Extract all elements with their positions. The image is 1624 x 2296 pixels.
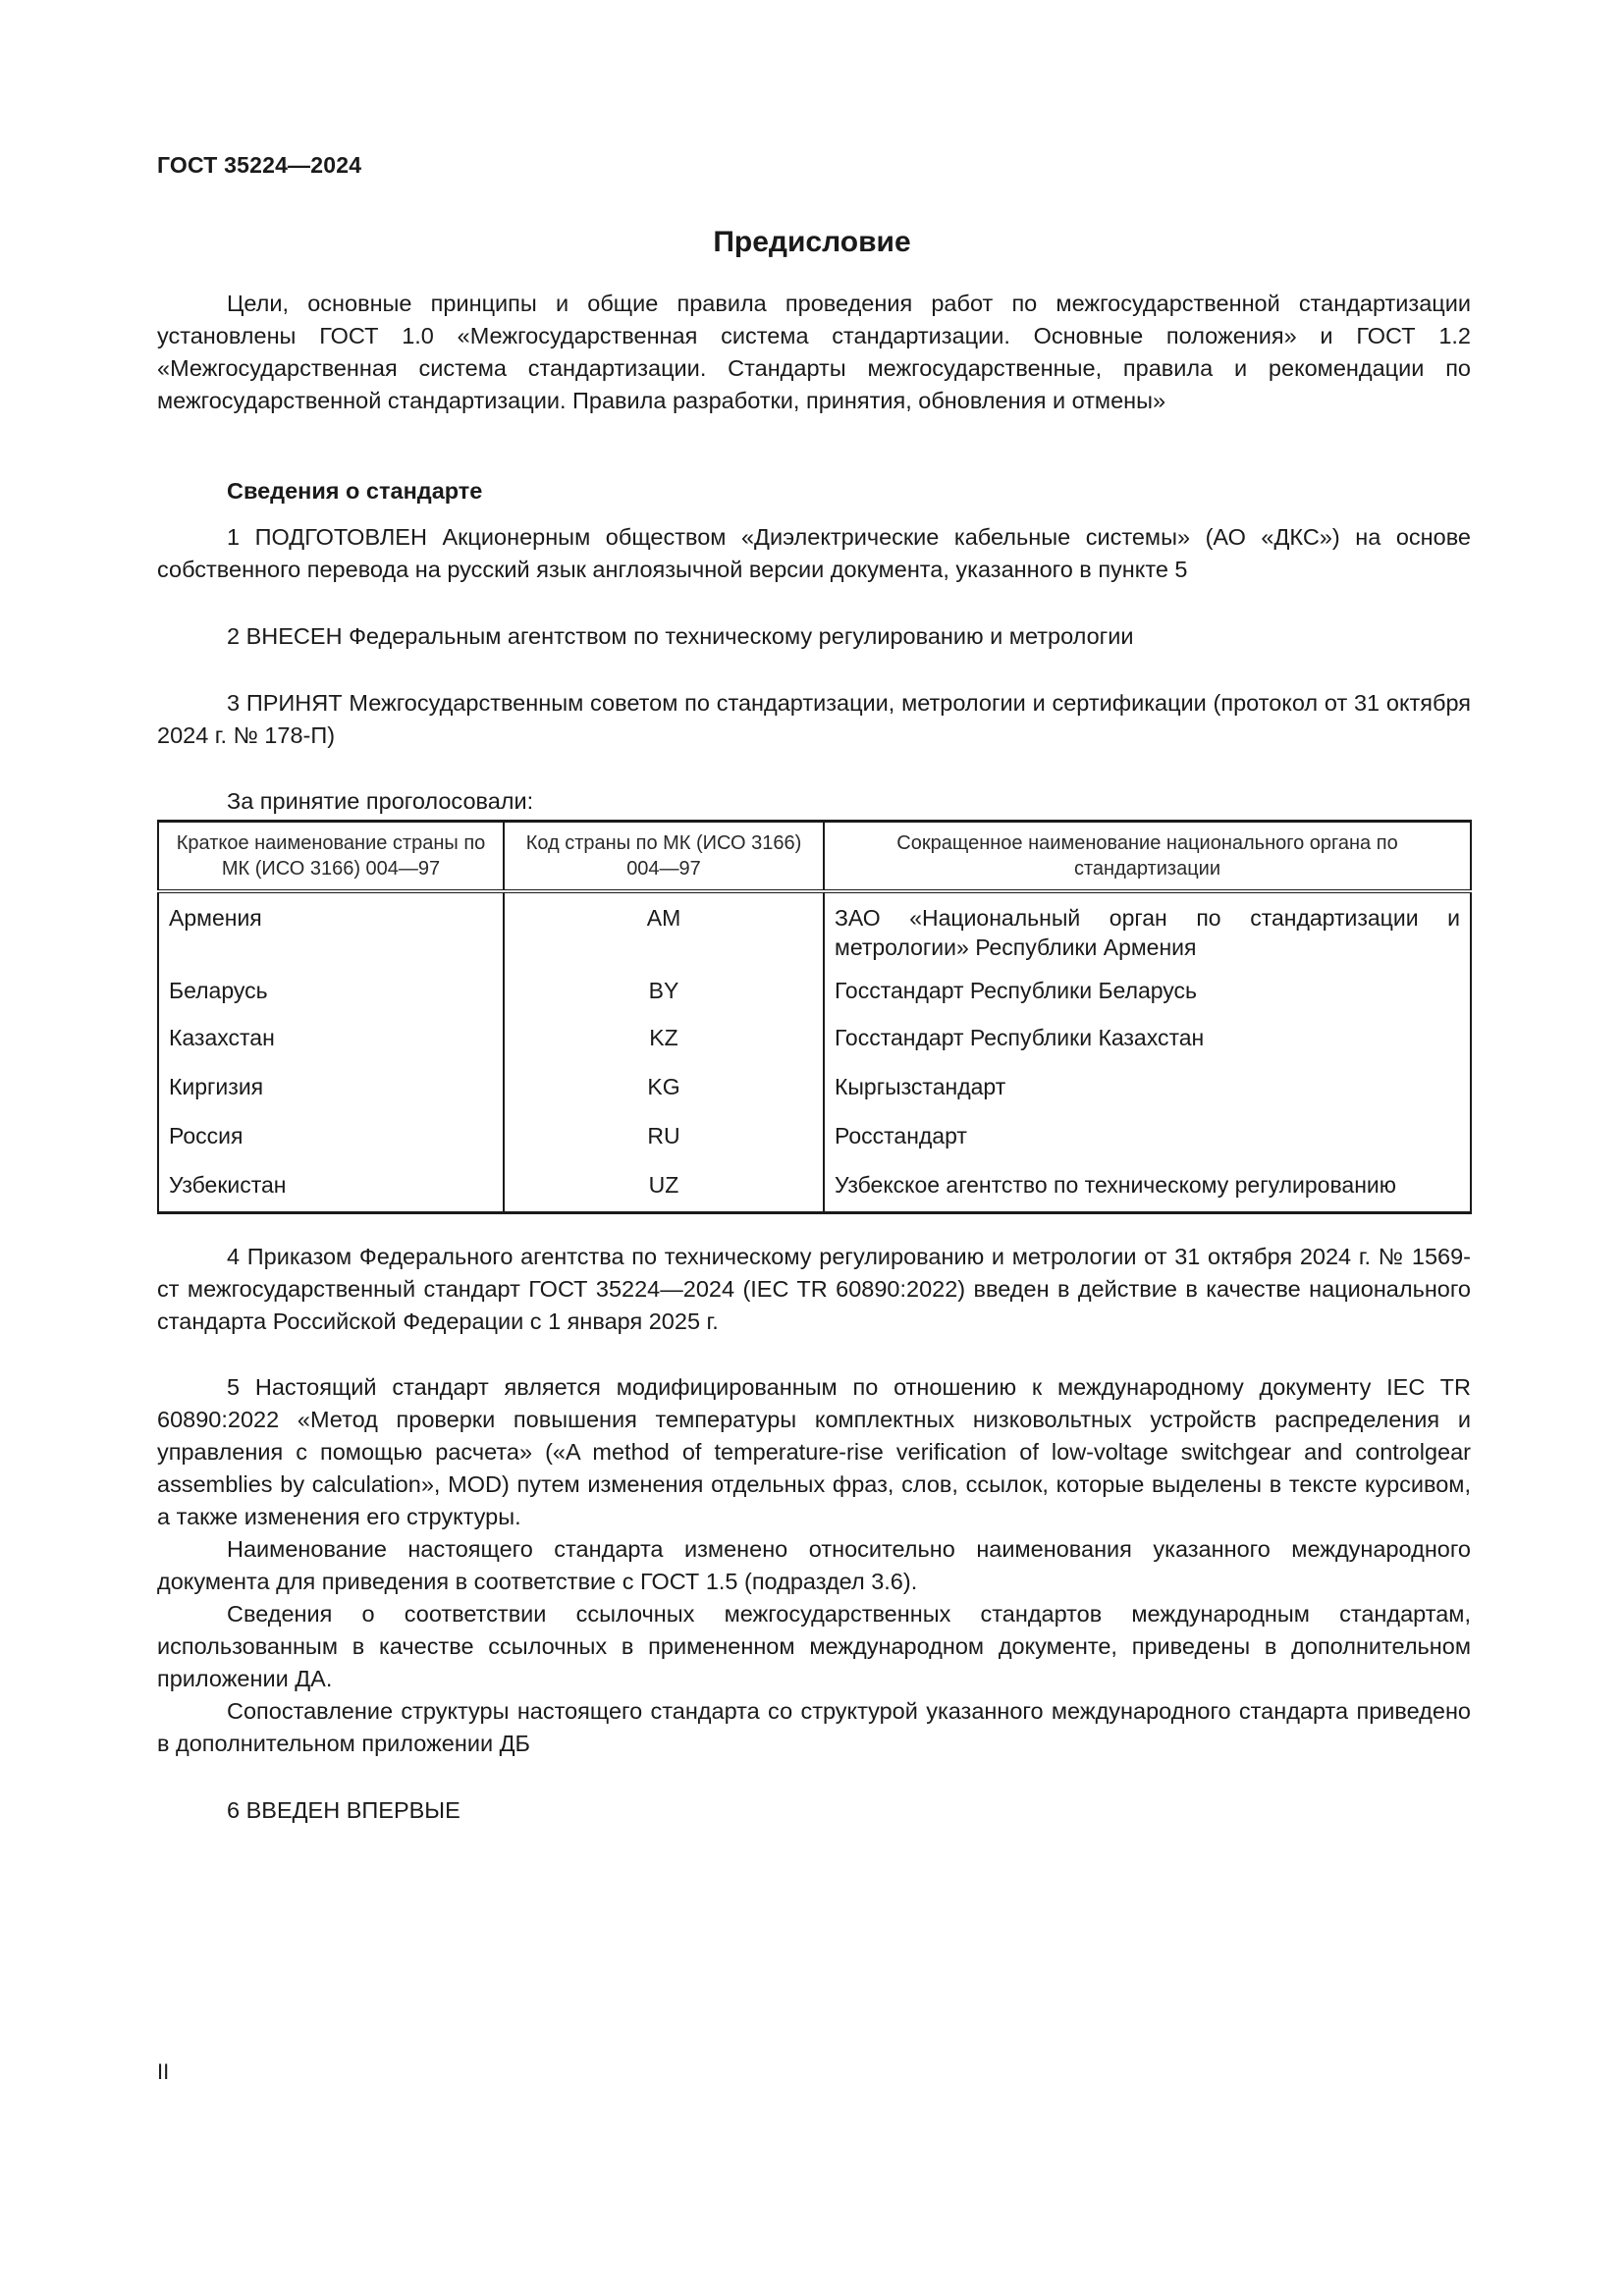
table-row (158, 972, 1471, 1021)
cell-body: Росстандарт (824, 1119, 1471, 1168)
cell-country: Казахстан (158, 1021, 504, 1070)
cell-country: Россия (158, 1119, 504, 1168)
cell-code: UZ (504, 1168, 824, 1213)
item-3-adopted: 3 ПРИНЯТ Межгосударственным советом по стандартизации, метрологии и сертификации (протокол от 31 октября 2024 г. № 178-П) (157, 690, 1471, 748)
cell-country: Беларусь (158, 972, 504, 1021)
table-row (158, 1168, 1471, 1213)
item-2-introduced: 2 ВНЕСЕН Федеральным агентством по техническому регулированию и метрологии (227, 623, 1134, 649)
intro-paragraph: Цели, основные принципы и общие правила проведения работ по межгосударственной стандартизации установлены ГОСТ 1.0 «Межгосударственная система стандартизации. Основные положения» и ГОСТ 1.2 «Межгосударственная система стандартизации. Стандарты межгосударственные, правила и рекомендации по межгосударственной стандартизации. Правила разработки, принятия, обновления и отмены» (157, 291, 1471, 413)
cell-country: Армения (158, 891, 504, 972)
header-country-name: Краткое наименование страны по МК (ИСО 3166) 004—97 (158, 822, 504, 892)
table-header-row (158, 822, 1471, 892)
cell-code: KG (504, 1070, 824, 1119)
cell-body: Госстандарт Республики Казахстан (824, 1021, 1471, 1070)
item-1-prepared: 1 ПОДГОТОВЛЕН Акционерным обществом «Диэлектрические кабельные системы» (АО «ДКС») на основе собственного перевода на русский язык англоязычной версии документа, указанного в пункте 5 (157, 524, 1471, 582)
item-4-order: 4 Приказом Федерального агентства по техническому регулированию и метрологии от 31 октября 2024 г. № 1569-ст межгосударственный стандарт ГОСТ 35224—2024 (IEC TR 60890:2022) введен в действие в качестве национального стандарта Российской Федерации с 1 января 2025 г. (157, 1244, 1471, 1334)
item-5-modified: 5 Настоящий стандарт является модифицированным по отношению к международному документу IEC TR 60890:2022 «Метод проверки повышения температуры комплектных низковольтных устройств распределения и управления с помощью расчета» («A method of temperature-rise verification of low-voltage switchgear and controlgear assemblies by calculation», MOD) путем изменения отдельных фраз, слов, ссылок, которые выделены в тексте курсивом, а также изменения его структуры. (157, 1374, 1471, 1529)
item-6-first-introduced: 6 ВВЕДЕН ВПЕРВЫЕ (227, 1797, 460, 1823)
votes-table (157, 820, 1472, 1214)
cell-body: Узбекское агентство по техническому регулированию (824, 1168, 1471, 1213)
table-row (158, 1070, 1471, 1119)
page-number: II (157, 2059, 170, 2084)
cell-body: Кыргызстандарт (824, 1070, 1471, 1119)
cell-code: RU (504, 1119, 824, 1168)
header-national-body: Сокращенное наименование национального органа по стандартизации (824, 822, 1471, 892)
item-5-structure-note: Сопоставление структуры настоящего стандарта со структурой указанного международного стандарта приведено в дополнительном приложении ДБ (157, 1698, 1471, 1756)
header-country-code: Код страны по МК (ИСО 3166) 004—97 (504, 822, 824, 892)
votes-label: За принятие проголосовали: (227, 788, 534, 814)
cell-body: Госстандарт Республики Беларусь (824, 972, 1471, 1021)
cell-code: KZ (504, 1021, 824, 1070)
section-title: Предисловие (713, 226, 911, 258)
table-row (158, 891, 1471, 972)
cell-code: AM (504, 891, 824, 972)
cell-country: Узбекистан (158, 1168, 504, 1213)
cell-body: ЗАО «Национальный орган по стандартизации и метрологии» Республики Армения (824, 891, 1471, 972)
item-5-references-note: Сведения о соответствии ссылочных межгосударственных стандартов международным стандартам, использованным в качестве ссылочных в примененном международном документе, приведены в дополнительном приложении ДА. (157, 1601, 1471, 1691)
item-5-title-note: Наименование настоящего стандарта изменено относительно наименования указанного международного документа для приведения в соответствие с ГОСТ 1.5 (подраздел 3.6). (157, 1536, 1471, 1594)
table-row (158, 1021, 1471, 1070)
cell-code: BY (504, 972, 824, 1021)
info-heading: Сведения о стандарте (227, 478, 483, 504)
running-title: ГОСТ 35224—2024 (157, 152, 362, 178)
table-row (158, 1119, 1471, 1168)
cell-country: Киргизия (158, 1070, 504, 1119)
